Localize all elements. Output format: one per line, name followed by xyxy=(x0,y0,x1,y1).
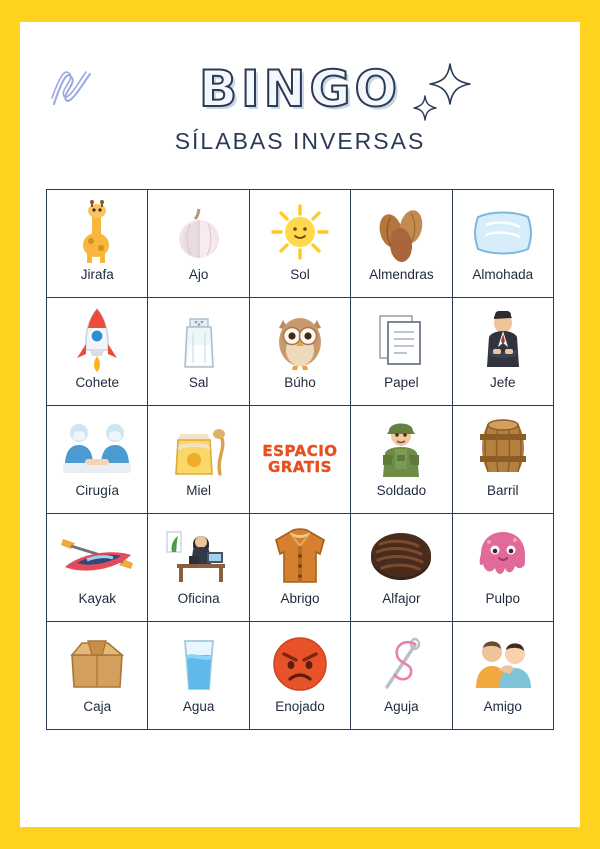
cardboard-box-icon xyxy=(47,628,147,700)
bingo-grid xyxy=(46,189,554,730)
bingo-cell-alfajor[interactable] xyxy=(351,514,452,622)
cell-label: Kayak xyxy=(78,591,116,606)
bingo-cell-papel[interactable] xyxy=(351,298,452,406)
bingo-cell-barril[interactable] xyxy=(452,406,553,514)
surgery-icon xyxy=(47,412,147,484)
bingo-cell-almohada[interactable] xyxy=(452,190,553,298)
bingo-cell-jefe[interactable] xyxy=(452,298,553,406)
cell-label: Cohete xyxy=(75,375,119,390)
cell-label: Amigo xyxy=(483,699,522,714)
free-space-line2: GRATIS xyxy=(268,457,332,476)
paper-sheets-icon xyxy=(351,304,451,376)
giraffe-icon xyxy=(47,196,147,268)
free-space-text xyxy=(262,441,338,476)
almonds-icon xyxy=(351,196,451,268)
bingo-cell-kayak[interactable] xyxy=(47,514,148,622)
bingo-cell-cirugia[interactable] xyxy=(47,406,148,514)
bingo-cell-miel[interactable] xyxy=(148,406,249,514)
octopus-icon xyxy=(453,520,553,592)
page-subtitle: SÍLABAS INVERSAS xyxy=(174,128,426,154)
angry-face-icon xyxy=(250,628,350,700)
bingo-cell-caja[interactable] xyxy=(47,622,148,730)
cell-label: Aguja xyxy=(384,699,419,714)
cell-label: Almendras xyxy=(369,267,434,282)
cell-label: Cirugía xyxy=(75,483,119,498)
cell-label: Sol xyxy=(290,267,310,282)
barrel-icon xyxy=(453,412,553,484)
cell-label: Jefe xyxy=(490,375,516,390)
page-title: BINGO xyxy=(198,60,402,118)
bingo-row xyxy=(47,298,554,406)
bingo-cell-soldado[interactable] xyxy=(351,406,452,514)
bingo-cell-sol[interactable] xyxy=(249,190,350,298)
bingo-cell-espacio-gratis[interactable] xyxy=(249,406,350,514)
cell-label: Caja xyxy=(83,699,112,714)
bingo-cell-enojado[interactable] xyxy=(249,622,350,730)
bingo-cell-almendras[interactable] xyxy=(351,190,452,298)
water-glass-icon xyxy=(148,628,248,700)
bingo-row xyxy=(47,406,554,514)
bingo-cell-jirafa[interactable] xyxy=(47,190,148,298)
garlic-icon xyxy=(148,196,248,268)
cell-label: Búho xyxy=(284,375,316,390)
bingo-sheet xyxy=(20,22,580,827)
bingo-cell-aguja[interactable] xyxy=(351,622,452,730)
soldier-icon xyxy=(351,412,451,484)
free-space-line1: ESPACIO xyxy=(262,441,338,460)
bingo-cell-sal[interactable] xyxy=(148,298,249,406)
bingo-row xyxy=(47,190,554,298)
friends-icon xyxy=(453,628,553,700)
bingo-cell-pulpo[interactable] xyxy=(452,514,553,622)
coat-icon xyxy=(250,520,350,592)
cell-label: Ajo xyxy=(188,267,209,282)
bingo-cell-amigo[interactable] xyxy=(452,622,553,730)
bingo-row xyxy=(47,622,554,730)
bingo-cell-agua[interactable] xyxy=(148,622,249,730)
bingo-cell-ajo[interactable] xyxy=(148,190,249,298)
owl-icon xyxy=(250,304,350,376)
office-desk-icon xyxy=(148,520,248,592)
needle-thread-icon xyxy=(351,628,451,700)
cell-label: Abrigo xyxy=(280,591,320,606)
cell-label: Sal xyxy=(188,375,209,390)
cell-label: Almohada xyxy=(472,267,534,282)
pillow-icon xyxy=(453,196,553,268)
bingo-row xyxy=(47,514,554,622)
rocket-icon xyxy=(47,304,147,376)
cell-label: Papel xyxy=(384,375,419,390)
businessman-icon xyxy=(453,304,553,376)
page-header xyxy=(46,60,554,155)
bingo-cell-abrigo[interactable] xyxy=(249,514,350,622)
honey-jar-icon xyxy=(148,412,248,484)
kayak-icon xyxy=(47,520,147,592)
cell-label: Agua xyxy=(182,699,215,714)
cell-label: Barril xyxy=(487,483,519,498)
cell-label: Jirafa xyxy=(80,267,114,282)
sun-icon xyxy=(250,196,350,268)
cell-label: Soldado xyxy=(376,483,427,498)
bingo-cell-cohete[interactable] xyxy=(47,298,148,406)
bingo-cell-buho[interactable] xyxy=(249,298,350,406)
cell-label: Alfajor xyxy=(382,591,421,606)
bingo-cell-oficina[interactable] xyxy=(148,514,249,622)
alfajor-cookie-icon xyxy=(351,520,451,592)
cell-label: Oficina xyxy=(177,591,220,606)
cell-label: Enojado xyxy=(275,699,325,714)
cell-label: Miel xyxy=(186,483,211,498)
salt-shaker-icon xyxy=(148,304,248,376)
sparkle-icon xyxy=(410,58,480,128)
cell-label: Pulpo xyxy=(485,591,521,606)
